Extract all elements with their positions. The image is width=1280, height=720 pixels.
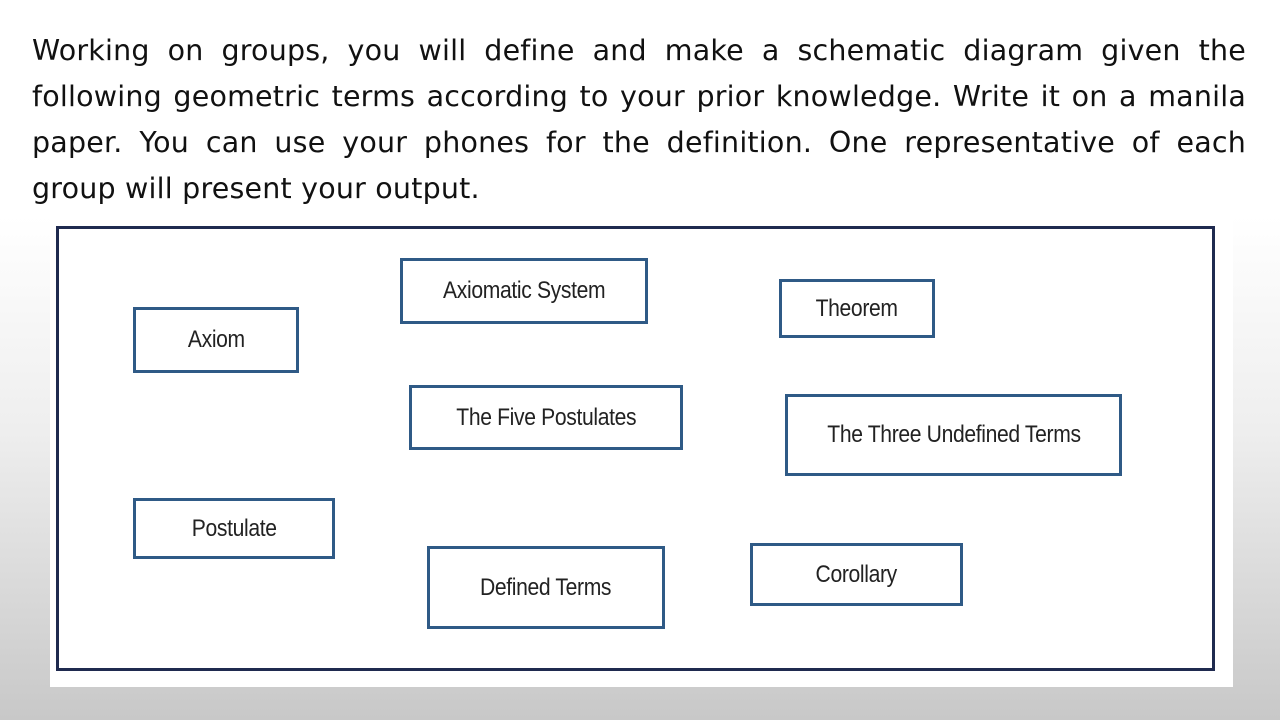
term-box-three-undefined-terms xyxy=(785,394,1122,476)
term-box-corollary xyxy=(750,543,963,606)
term-box-theorem xyxy=(779,279,935,338)
term-label: Theorem xyxy=(815,294,899,322)
term-box-postulate xyxy=(133,498,335,559)
term-box-defined-terms xyxy=(427,546,665,629)
instructions-text: Working on groups, you will define and make a schematic diagram given the following geometric terms according to your prior knowledge. Write it on a manila paper. You can use your phones for the definition. One representative of each group will present your output. xyxy=(32,34,1246,205)
term-box-axiomatic-system xyxy=(400,258,648,324)
term-label: The Three Undefined Terms xyxy=(826,421,1081,448)
term-label: Axiomatic System xyxy=(442,277,606,304)
term-label: Postulate xyxy=(191,514,277,542)
geometric-terms-diagram xyxy=(50,213,1233,687)
term-label: Corollary xyxy=(815,560,898,588)
term-label: The Five Postulates xyxy=(456,403,636,431)
term-label: Axiom xyxy=(187,326,245,353)
term-label: Defined Terms xyxy=(480,573,612,601)
term-box-five-postulates xyxy=(409,385,683,450)
term-box-axiom xyxy=(133,307,299,373)
